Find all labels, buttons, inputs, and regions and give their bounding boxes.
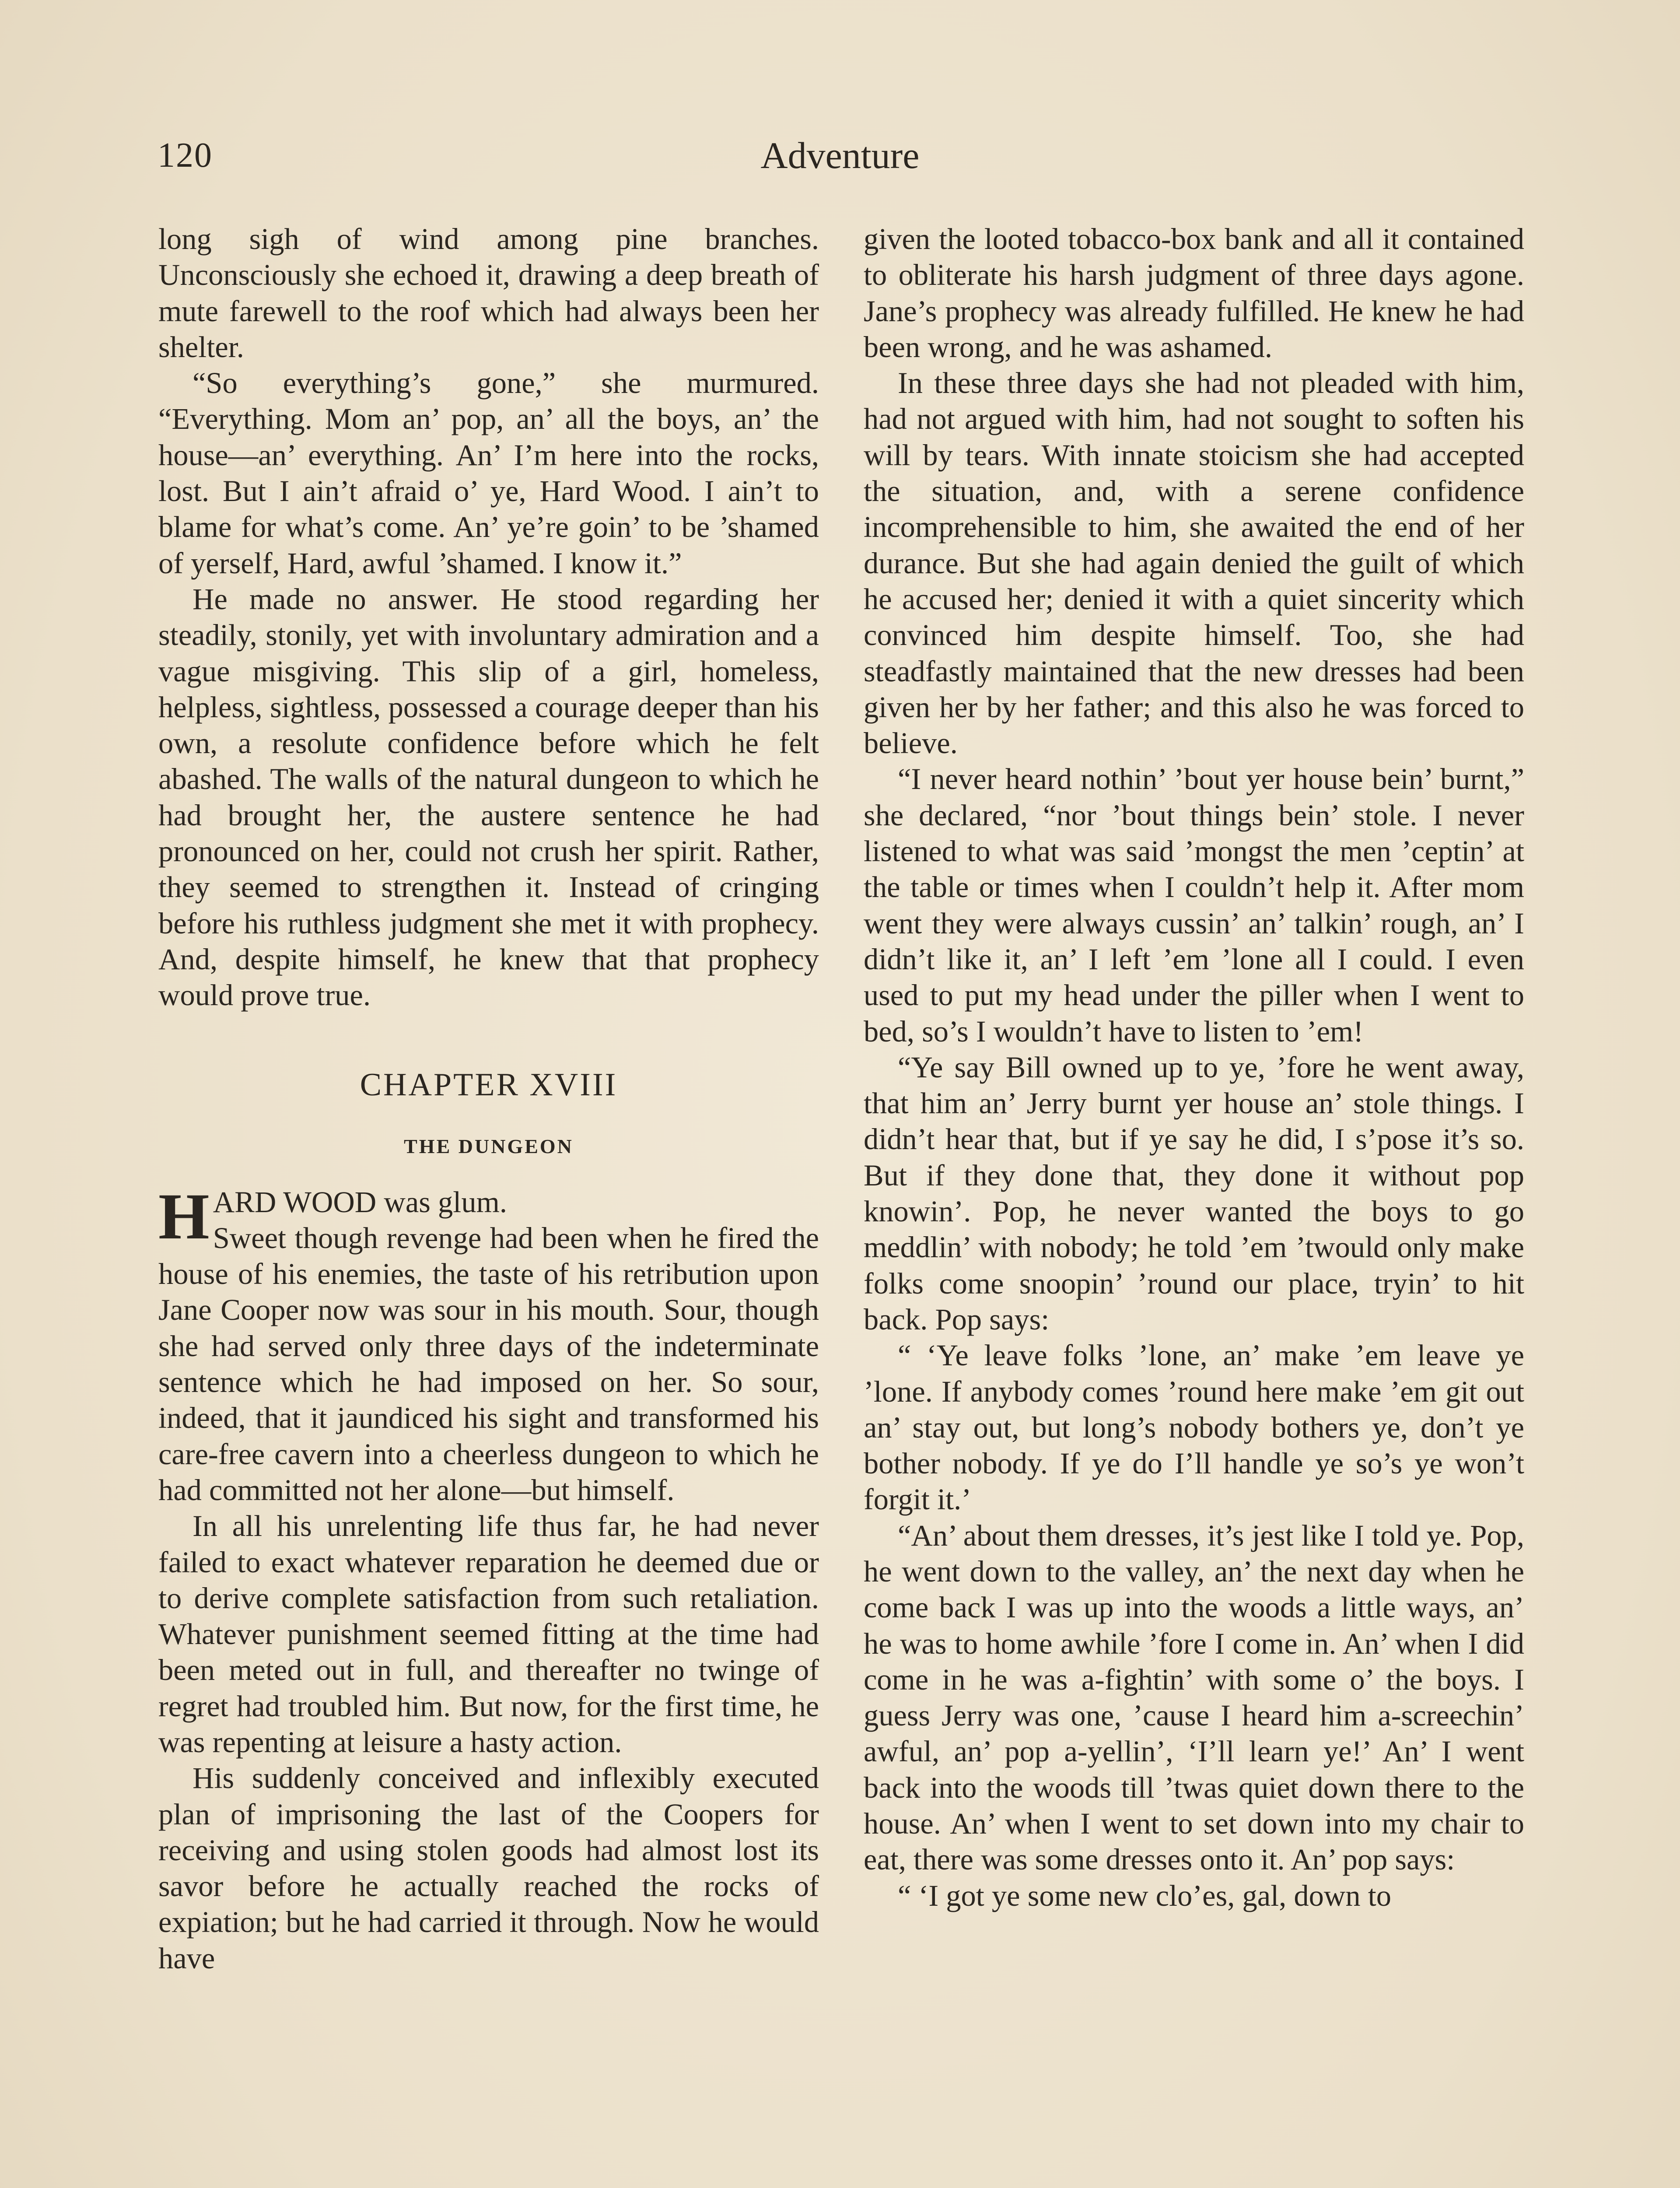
paragraph: “So everything’s gone,” she murmured. “Everything. Mom an’ pop, an’ all the boys, an’ the house—an’ everything. An’ I’m here into the rocks, lost. But I ain’t afraid o’ ye, Hard Wood. I ain’t to blame for what’s come. An’ ye’re goin’ to be ’shamed of yerself, Hard, awful ’shamed. I know it.” (158, 366, 819, 580)
paragraph: He made no answer. He stood regarding her steadily, stonily, yet with involuntary admiration and a vague misgiving. This slip of a girl, homeless, helpless, sightless, possessed a courage deeper than his own, a resolute confidence before which he felt abashed. The walls of the natural dungeon to which he had brought her, the austere sentence he had pronounced on her, could not crush her spirit. Rather, they seemed to strengthen it. Instead of cringing before his ruthless judgment she met it with prophecy. And, despite himself, he knew that that prophecy would prove true. (158, 582, 819, 1012)
chapter-subtitle: THE DUNGEON (404, 1135, 574, 1157)
text-columns (158, 221, 1526, 2188)
right-column (864, 221, 1524, 1914)
paragraph: given the looted tobacco-box bank and all it contained to obliterate his harsh judgment of three days agone. Jane’s prophecy was already fulfilled. He knew he had been wrong, and he was ashamed. (864, 222, 1524, 364)
opening-continued: Sweet though revenge had been when he fired the house of his enemies, the taste of his retribution upon Jane Cooper now was sour in his mouth. Sour, though she had served only three days of the indeterminate sentence which he had imposed on her. So sour, indeed, that it jaundiced his sight and transformed his care-free cavern into a cheerless dungeon to which he had committed not her alone—but himself. (158, 1221, 819, 1507)
paragraph: In all his unrelenting life thus far, he had never failed to exact whatever reparation he deemed due or to derive complete satisfaction from such retaliation. Whatever punishment seemed fitting at the time had been meted out in full, and thereafter no twinge of regret had troubled him. But now, for the first time, he was repenting at leisure a hasty action. (158, 1509, 819, 1759)
paragraph: long sigh of wind among pine branches. Unconsciously she echoed it, drawing a deep breath of mute farewell to the roof which had always been her shelter. (158, 222, 819, 364)
paragraph: “I never heard nothin’ ’bout yer house bein’ burnt,” she declared, “nor ’bout things bein’ stole. I never listened to what was said ’mongst the men ’ceptin’ at the table or times when I couldn’t help it. After mom went they were always cussin’ an’ talkin’ rough, an’ I didn’t like it, an’ I left ’em ’lone all I could. I even used to put my head under the piller when I went to bed, so’s I wouldn’t have to listen to ’em! (864, 762, 1524, 1048)
chapter-opening (158, 1180, 819, 1508)
left-column (158, 221, 819, 1976)
drop-cap: H (158, 1180, 210, 1253)
running-title: Adventure (760, 134, 920, 176)
paragraph: “An’ about them dresses, it’s jest like I told ye. Pop, he went down to the valley, an’ the next day when he come back I was up into the woods a little ways, an’ he was to home awhile ’fore I come in. An’ when I did come in he was a-fightin’ with some o’ the boys. I guess Jerry was one, ’cause I heard him a-screechin’ awful, an’ pop a-yellin’, ‘I’ll learn ye!’ An’ I went back into the woods till ’twas quiet down there to the house. An’ when I went to set down into my chair to eat, there was some dresses onto it. An’ pop says: (864, 1518, 1524, 1876)
paragraph: “ ‘I got ye some new clo’es, gal, down to (898, 1879, 1392, 1912)
paragraph: In these three days she had not pleaded with him, had not argued with him, had not sought to soften his will by tears. With innate stoicism she had accepted the situation, and, with a serene confidence incomprehensible to him, she awaited the end of her durance. But she had again denied the guilt of which he accused her; denied it with a quiet sincerity which convinced him despite himself. Too, she had steadfastly maintained that the new dresses had been given her by her father; and this also he was forced to believe. (864, 366, 1524, 760)
paragraph: His suddenly conceived and inflexibly executed plan of imprisoning the last of the Coopers for receiving and using stolen goods had almost lost its savor before he actually reached the rocks of expiation; but he had carried it through. Now he would have (158, 1761, 819, 1975)
opening-line: ARD WOOD was glum. (213, 1185, 507, 1219)
paragraph: “Ye say Bill owned up to ye, ’fore he went away, that him an’ Jerry burnt yer house an’ stole things. I didn’t hear that, but if ye say he did, I s’pose it’s so. But if they done that, they done it without pop knowin’. Pop, he never wanted the boys to go meddlin’ with nobody; he told ’em ’twould only make folks come snoopin’ ’round our place, tryin’ to hit back. Pop says: (864, 1050, 1524, 1336)
page-number: 120 (158, 136, 213, 175)
chapter-title: CHAPTER XVIII (360, 1066, 618, 1103)
paragraph: “ ‘Ye leave folks ’lone, an’ make ’em leave ye ’lone. If anybody comes ’round here make ’em git out an’ stay out, but long’s nobody bothers ye, don’t ye bother nobody. If ye do I’ll handle ye so’s ye won’t forgit it.’ (864, 1339, 1524, 1516)
page-header (158, 129, 1522, 182)
